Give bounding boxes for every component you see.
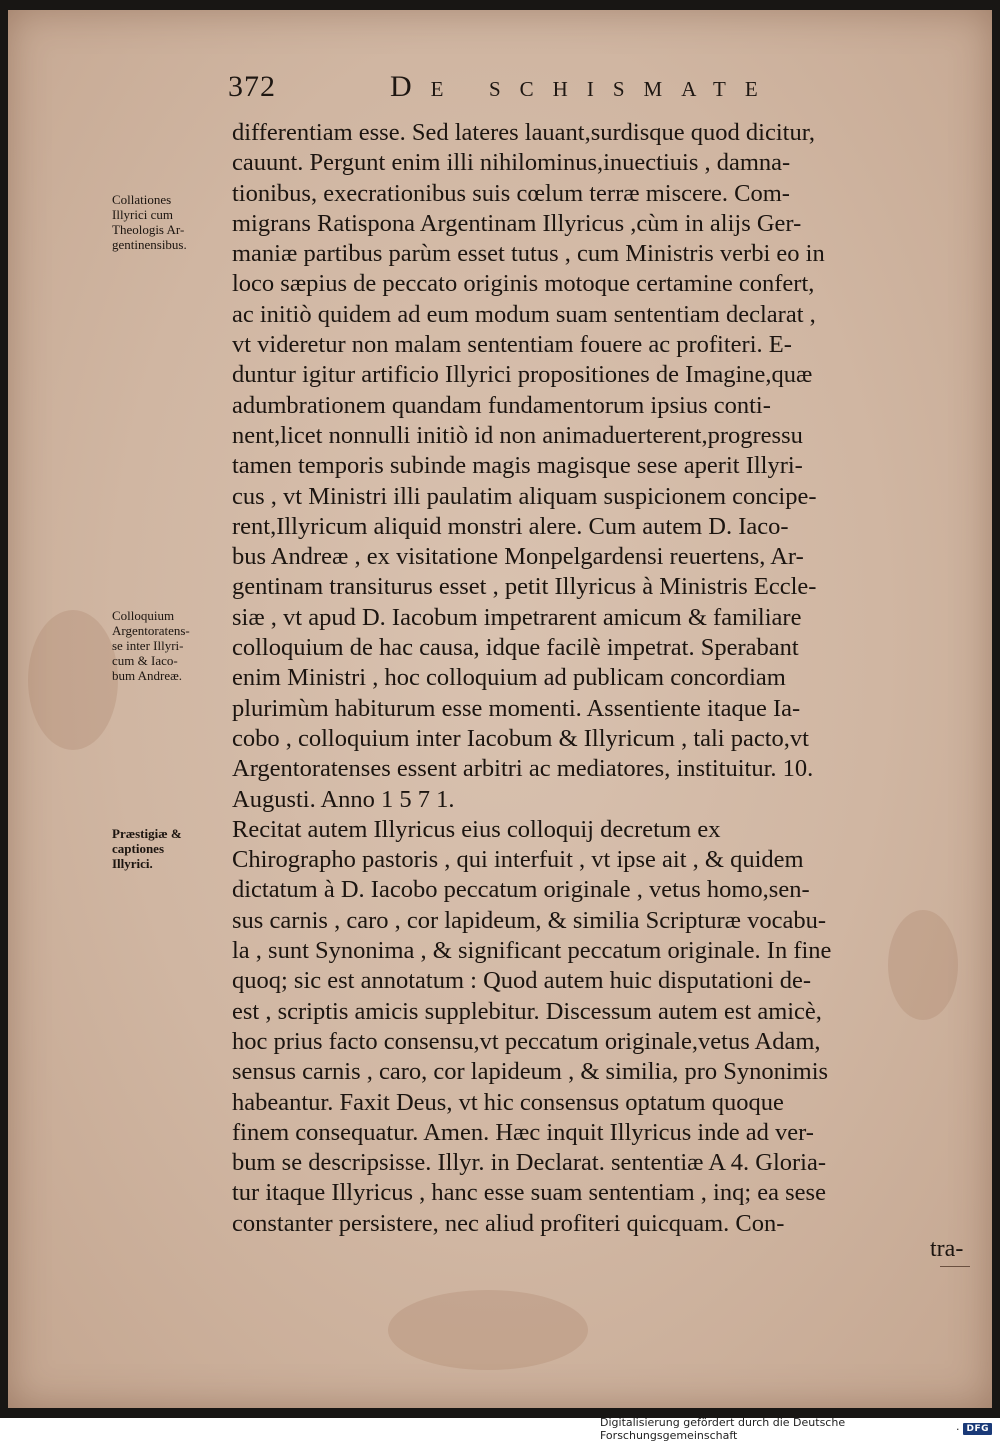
text-line: tamen temporis subinde magis magisque sese aperit Illyri- — [232, 452, 803, 480]
text-line: Recitat autem Illyricus eius colloquij decretum ex — [232, 815, 721, 843]
marginal-note-line: Theologis Ar- — [112, 222, 185, 237]
text-line: cus , vt Ministri illi paulatim aliquam suspicionem concipe- — [232, 482, 817, 510]
text-line: dictatum à D. Iacobo peccatum originale , vetus homo,sen- — [232, 876, 810, 904]
text-line: Argentoratenses essent arbitri ac mediatores, instituitur. 10. — [232, 755, 814, 783]
catchword-rule — [940, 1266, 970, 1267]
page-header — [228, 70, 788, 114]
marginal-note-line: se inter Illyri- — [112, 638, 184, 653]
text-line: est , scriptis amicis supplebitur. Discessum autem est amicè, — [232, 997, 822, 1025]
text-line: quoq; sic est annotatum : Quod autem huic disputationi de- — [232, 967, 812, 995]
text-line: sus carnis , caro , cor lapideum, & similia Scripturæ vocabu- — [232, 906, 826, 934]
text-line: loco sæpius de peccato originis motoque certamine confert, — [232, 270, 815, 298]
text-line: plurimùm habiturum esse momenti. Assentiente itaque Ia- — [232, 694, 801, 722]
text-line: Chirographo pastoris , qui interfuit , vt ipse ait , & quidem — [232, 846, 804, 874]
text-line: finem consequatur. Amen. Hæc inquit Illyricus inde ad ver- — [232, 1118, 814, 1146]
text-line: tionibus, execrationibus suis cœlum terræ miscere. Com- — [232, 179, 790, 207]
text-line: tur itaque Illyricus , hanc esse suam sententiam , inq; ea sese — [232, 1179, 826, 1207]
text-line: colloquium de hac causa, idque facilè impetrat. Sperabant — [232, 634, 799, 662]
marginal-note-line: Illyrici. — [112, 856, 153, 871]
catchword: tra- — [930, 1236, 964, 1262]
footer-credit: Digitalisierung gefördert durch die Deutsche Forschungsgemeinschaft — [600, 1416, 846, 1442]
paper-stain — [388, 1290, 588, 1370]
marginal-note-line: Præstigiæ & — [112, 826, 182, 841]
marginal-note-line: captiones — [112, 841, 164, 856]
text-line: hoc prius facto consensu,vt peccatum originale,vetus Adam, — [232, 1027, 821, 1055]
text-line: bum se descripsisse. Illyr. in Declarat. sententiæ A 4. Gloria- — [232, 1149, 827, 1177]
text-line: maniæ partibus parùm esset tutus , cum Ministris verbi eo in — [232, 240, 825, 268]
text-line: enim Ministri , hoc colloquium ad publicam concordiam — [232, 664, 786, 692]
text-line: la , sunt Synonima , & significant peccatum originale. In fine — [232, 937, 832, 965]
marginal-note-line: Illyrici cum — [112, 207, 174, 222]
marginal-note — [112, 826, 240, 871]
text-line: nent,licet nonnulli initiò id non animaduerterent,progressu — [232, 421, 803, 449]
text-line: Augusti. Anno 1 5 7 1. — [232, 785, 455, 813]
dfg-logo-icon: DFG — [963, 1423, 992, 1435]
paper-stain — [28, 610, 118, 750]
text-line: siæ , vt apud D. Iacobum impetrarent amicum & familiare — [232, 603, 802, 631]
text-line: gentinam transiturus esset , petit Illyricus à Ministris Eccle- — [232, 573, 817, 601]
text-line: bus Andreæ , ex visitatione Monpelgardensi reuertens, Ar- — [232, 543, 804, 571]
text-line: ac initiò quidem ad eum modum suam sententiam declarat , — [232, 300, 816, 328]
text-line: cobo , colloquium inter Iacobum & Illyricum , tali pacto,vt — [232, 724, 809, 752]
text-line: duntur igitur artificio Illyrici propositiones de Imagine,quæ — [232, 361, 813, 389]
body-text — [232, 118, 952, 1239]
marginal-note-line: gentinensibus. — [112, 237, 187, 252]
page-number: 372 — [228, 70, 276, 103]
text-line: constanter persistere, nec aliud profiteri quicquam. Con- — [232, 1209, 785, 1237]
text-line: vt videretur non malam sententiam fouere ac profiteri. E- — [232, 331, 792, 359]
text-line: migrans Ratispona Argentinam Illyricus ,cùm in alijs Ger- — [232, 209, 802, 237]
marginal-note-line: Collationes — [112, 192, 172, 207]
marginal-note-line: cum & Iaco- — [112, 653, 178, 668]
footer: Digitalisierung gefördert durch die Deutsche Forschungsgemeinschaft · DFG — [600, 1419, 992, 1439]
marginal-note-line: bum Andreæ. — [112, 668, 183, 683]
marginal-note — [112, 192, 240, 252]
text-line: sensus carnis , caro, cor lapideum , & similia, pro Synonimis — [232, 1058, 829, 1086]
marginal-note — [112, 608, 240, 683]
marginal-note-line: Colloquium — [112, 608, 175, 623]
marginal-note-line: Argentoratens- — [112, 623, 190, 638]
text-line: rent,Illyricum aliquid monstri alere. Cum autem D. Iaco- — [232, 512, 789, 540]
text-line: habeantur. Faxit Deus, vt hic consensus optatum quoque — [232, 1088, 784, 1116]
text-line: differentiam esse. Sed lateres lauant,surdisque quod dicitur, — [232, 119, 815, 146]
text-line: cauunt. Pergunt enim illi nihilominus,inuectiuis , damna- — [232, 149, 791, 177]
running-title: De schismate — [390, 70, 777, 103]
text-line: adumbrationem quandam fundamentorum ipsius conti- — [232, 391, 771, 419]
